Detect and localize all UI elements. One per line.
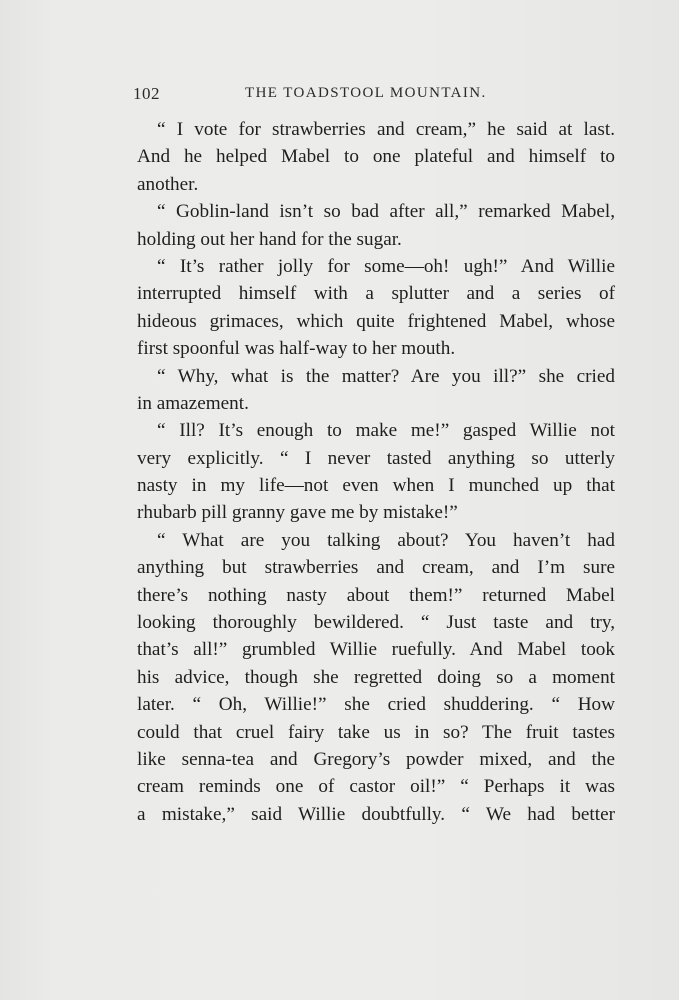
- text-line: very explicitly. “ I never tasted anything so utterly: [137, 447, 615, 469]
- text-line: nasty in my life—not even when I munched up that: [137, 475, 615, 497]
- text-line: interrupted himself with a splutter and a series of: [137, 283, 615, 305]
- text-line: looking thoroughly bewildered. “ Just taste and try,: [137, 612, 615, 634]
- text-line: “ I vote for strawberries and cream,” he said at last.: [157, 119, 615, 140]
- text-line: a mistake,” said Willie doubtfully. “ We had better: [137, 803, 615, 825]
- page-body-text: [137, 116, 615, 828]
- text-line: another.: [137, 173, 199, 195]
- text-line: like senna-tea and Gregory’s powder mixed, and the: [137, 748, 615, 770]
- text-line: later. “ Oh, Willie!” she cried shuddering. “ How: [137, 694, 615, 716]
- text-line: anything but strawberries and cream, and I’m sure: [137, 557, 615, 579]
- text-line: there’s nothing nasty about them!” returned Mabel: [137, 584, 615, 606]
- text-line: first spoonful was half-way to her mouth.: [137, 338, 456, 360]
- page-number: 102: [133, 84, 160, 103]
- text-line: could that cruel fairy take us in so? The fruit tastes: [137, 721, 615, 743]
- text-line: in amazement.: [137, 392, 249, 414]
- text-line: “ Ill? It’s enough to make me!” gasped Willie not: [157, 420, 615, 442]
- text-line: that’s all!” grumbled Willie ruefully. And Mabel took: [137, 639, 615, 661]
- text-line: “ Why, what is the matter? Are you ill?” she cried: [157, 365, 615, 387]
- text-line: “ It’s rather jolly for some—oh! ugh!” And Willie: [157, 255, 615, 277]
- text-line: his advice, though she regretted doing so a moment: [137, 666, 615, 688]
- text-line: holding out her hand for the sugar.: [137, 228, 402, 250]
- running-title: THE TOADSTOOL MOUNTAIN.: [245, 85, 487, 101]
- text-line: And he helped Mabel to one plateful and himself to: [137, 146, 615, 168]
- page-header: [133, 84, 613, 108]
- text-line: rhubarb pill granny gave me by mistake!”: [137, 502, 458, 524]
- text-line: “ What are you talking about? You haven’t had: [157, 529, 615, 551]
- text-line: “ Goblin-land isn’t so bad after all,” remarked Mabel,: [157, 201, 615, 223]
- text-line: cream reminds one of castor oil!” “ Perhaps it was: [137, 776, 615, 798]
- text-line: hideous grimaces, which quite frightened Mabel, whose: [137, 310, 615, 332]
